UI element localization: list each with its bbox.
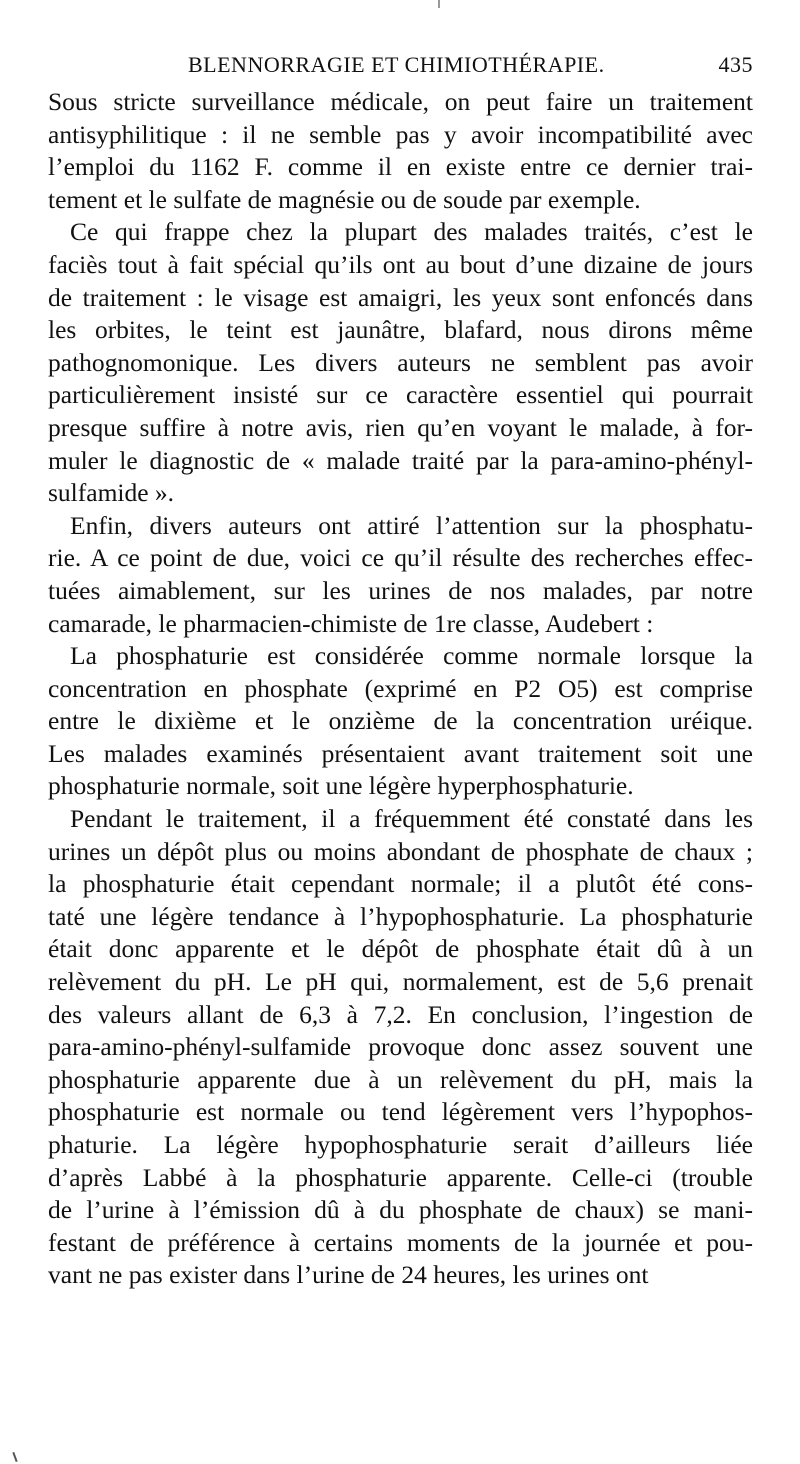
page-number: 435 <box>718 52 753 77</box>
text-line: Enfin, divers auteurs ont attiré l’attention sur la phosphatu- <box>70 510 753 540</box>
text-line: urines un dépôt plus ou moins abondant de phosphate de chaux ; <box>48 836 753 866</box>
text-line: la phosphaturie était cependant normale; il a plutôt été cons- <box>48 869 753 899</box>
text-line: taté une légère tendance à l’hypophosphaturie. La phosphaturie <box>48 901 753 931</box>
text-line: rie. A ce point de due, voici ce qu’il résulte des recherches effec- <box>48 543 753 573</box>
running-header <box>48 44 753 82</box>
text-line: était donc apparente et le dépôt de phosphate était dû à un <box>48 934 753 964</box>
text-line: sulfamide ». <box>48 478 175 508</box>
text-line: concentration en phosphate (exprimé en P2 O5) est comprise <box>48 673 753 703</box>
text-line: phosphaturie normale, soit une légère hyperphosphaturie. <box>48 771 634 801</box>
paragraph <box>48 86 753 216</box>
scan-mark-top <box>438 0 440 8</box>
text-line: l’emploi du 1162 F. comme il en existe entre ce dernier trai- <box>48 152 753 182</box>
text-line: Ce qui frappe chez la plupart des malades traités, c’est le <box>70 217 753 247</box>
text-line: presque suffire à notre avis, rien qu’en voyant le malade, à for- <box>48 412 753 442</box>
text-line: Les malades examinés présentaient avant traitement soit une <box>48 738 753 768</box>
paragraph <box>48 803 753 1292</box>
text-line: para-amino-phényl-sulfamide provoque donc assez souvent une <box>48 1032 753 1062</box>
text-line: phaturie. La légère hypophosphaturie serait d’ailleurs liée <box>48 1130 753 1159</box>
text-line: pathognomonique. Les divers auteurs ne semblent pas avoir <box>48 347 753 377</box>
text-line: faciès tout à fait spécial qu’ils ont au bout d’une dizaine de jours <box>48 249 753 279</box>
paragraph <box>48 510 753 640</box>
text-line: de traitement : le visage est amaigri, les yeux sont enfoncés dans <box>48 282 753 312</box>
text-line: festant de préférence à certains moments de la journée et pou- <box>48 1227 753 1257</box>
text-line: muler le diagnostic de « malade traité par la para-amino-phényl- <box>48 445 753 475</box>
text-line: La phosphaturie est considérée comme normale lorsque la <box>70 641 753 671</box>
text-line: des valeurs allant de 6,3 à 7,2. En conclusion, l’ingestion de <box>48 999 753 1029</box>
text-line: Pendant le traitement, il a fréquemment été constaté dans les <box>70 804 753 834</box>
body-text <box>48 86 753 1292</box>
text-line: d’après Labbé à la phosphaturie apparente. Celle-ci (trouble <box>48 1162 753 1192</box>
text-line: tement et le sulfate de magnésie ou de soude par exemple. <box>48 184 641 214</box>
text-line: antisyphilitique : il ne semble pas y avoir incompatibilité avec <box>48 119 753 149</box>
paragraph <box>48 640 753 803</box>
text-line: de l’urine à l’émission dû à du phosphate de chaux) se mani- <box>48 1195 753 1225</box>
text-line: tuées aimablement, sur les urines de nos malades, par notre <box>48 575 753 605</box>
scan-mark-bottom <box>12 1452 17 1462</box>
text-line: phosphaturie est normale ou tend légèrement vers l’hypophos- <box>48 1097 753 1127</box>
text-line: vant ne pas exister dans l’urine de 24 heures, les urines ont <box>48 1260 649 1290</box>
text-line: Sous stricte surveillance médicale, on peut faire un traitement <box>48 87 753 116</box>
text-line: phosphaturie apparente due à un relèvement du pH, mais la <box>48 1064 753 1094</box>
text-line: particulièrement insisté sur ce caractère essentiel qui pourrait <box>48 380 753 410</box>
book-page <box>48 44 753 1292</box>
text-line: entre le dixième et le onzième de la concentration uréique. <box>48 706 753 736</box>
paragraph <box>48 216 753 509</box>
text-line: les orbites, le teint est jaunâtre, blafard, nous dirons même <box>48 315 753 345</box>
text-line: camarade, le pharmacien-chimiste de 1re classe, Audebert : <box>48 608 654 638</box>
text-line: relèvement du pH. Le pH qui, normalement, est de 5,6 prenait <box>48 967 753 997</box>
running-title: BLENNORRAGIE ET CHIMIOTHÉRAPIE. <box>188 52 605 77</box>
